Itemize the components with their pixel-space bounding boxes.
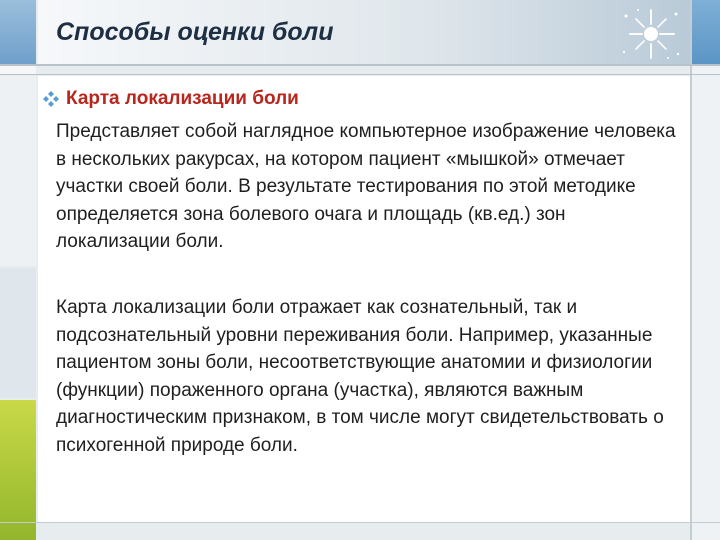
left-strip-top: [0, 0, 36, 64]
title-divider: [0, 64, 720, 66]
slide-title: Способы оценки боли: [56, 18, 334, 46]
paragraph-2: Карта локализации боли отражает как сознательный, так и подсознательный уровни переживания боли. Например, указанные пациентом зоны боли, несоответствующие анатомии и физиологии (функции) пораженного органа (участка), являются важным диагностическим признаком, в том числе могут свидетельствовать о психогенной природе боли.: [56, 297, 664, 456]
left-strip-gap: [0, 66, 36, 74]
left-strip-lower: [0, 268, 36, 398]
left-strip-middle: [0, 76, 36, 266]
title-divider-lower: [0, 74, 720, 75]
right-divider: [690, 0, 692, 540]
bottom-divider: [0, 522, 720, 523]
right-strip-top: [692, 0, 720, 64]
sparkle-icon: [618, 6, 684, 62]
right-strip-body: [692, 66, 720, 540]
bullet-heading: [42, 88, 299, 110]
bullet-heading-text: Карта локализации боли: [66, 88, 299, 109]
paragraph-1: Представляет собой наглядное компьютерное изображение человека в нескольких ракурсах, на котором пациент «мышкой» отмечает участки своей боли. В результате тестирования по этой методике определяется зона болевого очага и площадь (кв.ед.) зон локализации боли.: [56, 121, 676, 253]
left-strip-green: [0, 400, 36, 540]
four-diamond-bullet-icon: [42, 90, 60, 108]
